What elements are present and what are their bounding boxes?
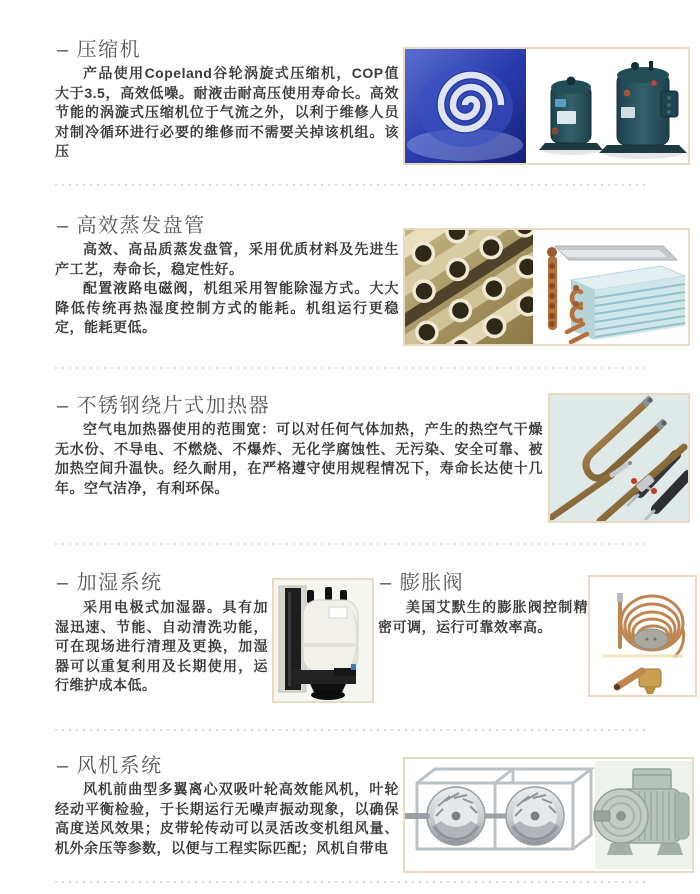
section-divider — [55, 543, 650, 545]
heading-label: 风机系统 — [76, 755, 163, 777]
electrode-humidifier-illustration — [274, 580, 372, 701]
fan-system-description — [55, 780, 399, 858]
paragraph: 配置液路电磁阀，机组采用智能除湿方式。大大降低传统再热湿度控制方式的能耗。机组运行更稳定，能耗更低。 — [55, 280, 399, 335]
evaporator-description — [55, 240, 399, 338]
heading-dash: – — [57, 572, 70, 594]
heading-dash: – — [57, 215, 70, 237]
compressor-description — [55, 64, 399, 162]
paragraph: 高效、高品质蒸发盘管，采用优质材料及先进生产工艺，寿命长，稳定性好。 — [55, 241, 399, 277]
section-heading-humidifier — [57, 566, 163, 595]
heading-label: 膨胀阀 — [399, 572, 465, 594]
paragraph: 风机前曲型多翼离心双吸叶轮高效能风机，叶轮经动平衡检验，于长期运行无噪声振动现象，以确保高度送风效果；皮带轮传动可以灵活改变机组风量、机外余压等参数，以便与工程实际匹配；风机自带电 — [55, 781, 399, 856]
expansion-valve-photo — [588, 575, 697, 697]
humidifier-description — [55, 598, 268, 696]
heater-description — [55, 420, 543, 498]
paragraph: 产品使用Copeland谷轮涡旋式压缩机，COP值大于3.5，高效低噪。耐液击耐高压使用寿命长。高效节能的涡漩式压缩机位于气流之外，以利于维修人员对制冷循环进行必要的维修而不需要关掉该机组。该压 — [55, 65, 399, 159]
paragraph: 美国艾默生的膨胀阀控制精密可调，运行可靠效率高。 — [378, 599, 588, 635]
heater-photo — [548, 393, 690, 523]
heading-dash: – — [57, 39, 70, 61]
section-heading-heater — [57, 389, 270, 418]
section-heading-fan-system — [57, 749, 163, 778]
section-heading-compressor — [57, 33, 141, 62]
evaporator-coil-illustration — [405, 230, 688, 344]
heading-dash: – — [380, 572, 393, 594]
humidifier-photo — [272, 578, 374, 703]
compressor-photo — [403, 47, 690, 165]
heading-label: 高效蒸发盘管 — [76, 215, 206, 237]
heading-label: 压缩机 — [76, 39, 142, 61]
section-heading-evaporator-coil — [57, 209, 206, 238]
paragraph: 采用电极式加湿器。具有加湿迅速、节能、自动清洗功能，可在现场进行清理及更换，加湿器可以重复利用及长期使用，运行维护成本低。 — [55, 599, 268, 693]
section-heading-expansion-valve — [380, 566, 464, 595]
expansion-valve-description — [378, 598, 588, 637]
section-divider — [55, 367, 650, 369]
scroll-compressor-illustration — [405, 49, 688, 163]
fan-motor-photo — [403, 757, 694, 873]
heating-elements-illustration — [550, 395, 688, 521]
heading-label: 不锈钢绕片式加热器 — [76, 395, 271, 417]
evaporator-photo — [403, 228, 690, 346]
paragraph: 空气电加热器使用的范围宽：可以对任何气体加热，产生的热空气干燥无水份、不导电、不燃烧、不爆炸、无化学腐蚀性、无污染、安全可靠、被加热空间升温快。经久耐用，在严格遵守使用规程情况下，寿命长达使十几年。空气洁净，有利环保。 — [55, 421, 543, 496]
heading-dash: – — [57, 395, 70, 417]
expansion-valve-illustration — [590, 577, 695, 695]
section-divider — [55, 184, 650, 186]
section-divider — [55, 881, 650, 883]
fan-and-motor-illustration — [405, 759, 692, 871]
heading-label: 加湿系统 — [76, 572, 163, 594]
section-divider — [55, 729, 650, 731]
heading-dash: – — [57, 755, 70, 777]
